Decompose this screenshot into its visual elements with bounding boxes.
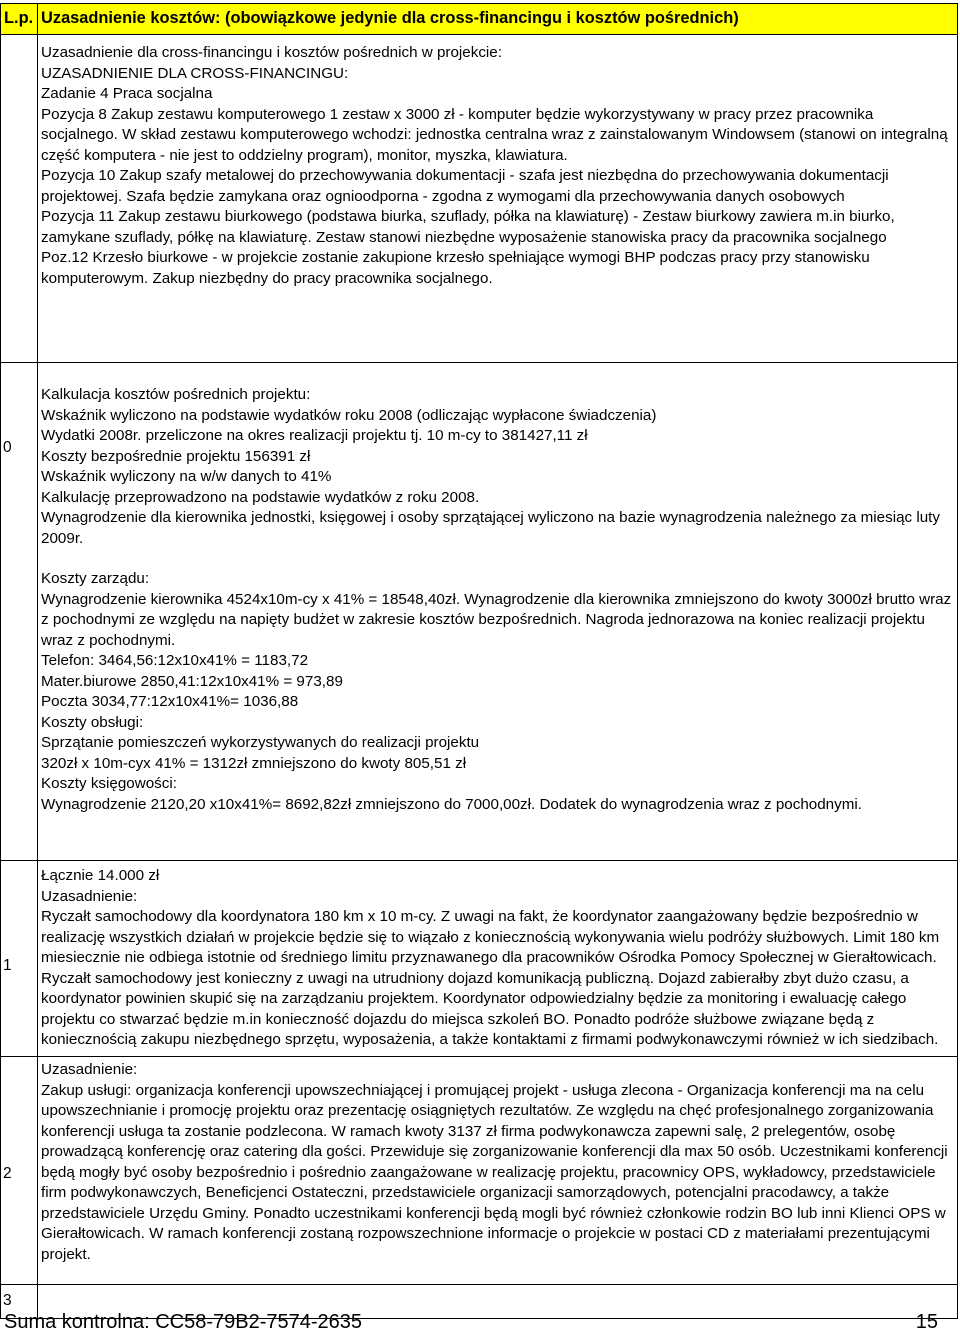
row-number xyxy=(1,35,38,363)
paragraph: Koszty obsługi: xyxy=(41,713,144,731)
paragraph: Uzasadnienie dla cross-financingu i kosztów pośrednich w projekcie: xyxy=(41,44,502,61)
paragraph: Mater.biurowe 2850,41:12x10x41% = 973,89 xyxy=(41,672,343,690)
paragraph: Wskaźnik wyliczono na podstawie wydatków roku 2008 (odliczając wypłacone świadczenia) xyxy=(41,406,657,424)
paragraph: Kalkulacja kosztów pośrednich projektu: xyxy=(41,386,311,403)
table-row xyxy=(1,35,958,363)
total-line: Łącznie 14.000 zł xyxy=(41,867,160,884)
paragraph: Pozycja 8 Zakup zestawu komputerowego 1 zestaw x 3000 zł - komputer będzie wykorzystywany w pracy przez pracownika socjalnego. W skład zestawu komputerowego wchodzi: jednostka centralna wraz z zainstalowanym Windowsem (stanowi on integralną część komputera - nie jest to oddzielny program), monitor, myszka, klawiatura. xyxy=(41,105,948,164)
lp-header: L.p. xyxy=(1,4,38,35)
paragraph: Koszty bezpośrednie projektu 156391 zł xyxy=(41,447,311,465)
paragraph: Wydatki 2008r. przeliczone na okres realizacji projektu tj. 10 m-cy to 381427,11 zł xyxy=(41,427,588,444)
paragraph: Wynagrodzenie dla kierownika jednostki, księgowej i osoby sprzątającej wyliczono na bazie wynagrodzenia należnego za miesiąc luty 2009r. xyxy=(41,509,940,547)
row-number: 2 xyxy=(1,1057,38,1285)
table-row xyxy=(1,1057,958,1285)
row-number: 1 xyxy=(1,861,38,1057)
row-number: 3 xyxy=(1,1285,38,1319)
paragraph: Poczta 3034,77:12x10x41%= 1036,88 xyxy=(41,693,299,710)
paragraph: Ryczałt samochodowy dla koordynatora 180 km x 10 m-cy. Z uwagi na fakt, że koordynator zaangażowany będzie bezpośrednio w realizację wszystkich działań w projekcie będzie się to wiązało z koniecznością wykonywania wielu podróży służbowych. Limit 180 km miesiecznie nie odbiega istotnie od średniego limitu przyznawanego dla pracowników Ośrodka Pomocy Społecznej w Gierałtowicach. Ryczałt samochodowy jest konieczny z uwagi na utrudniony dojazd komunikacją publiczną. Dojazd zabierałby zbyt dużo czasu, a koordynator powinien skupić się na zarządzaniu projektem. Koordynator odpowiedzialny będzie za monitoring i ewaluację całego projektu co stwarzać będzie m.in konieczność dojazdu do miejsca szkoleń BO. Ponadto podróże służbowe związane będą z koniecznością zakupu niezbędnego sprzętu, wyposażenia, a także kontaktami z firmami podwykonawczymi również w ich siedzibach. xyxy=(41,908,940,1048)
paragraph: 320zł x 10m-cyx 41% = 1312zł zmniejszono do kwoty 805,51 zł xyxy=(41,754,467,772)
checksum-footer: Suma kontrolna: CC58-79B2-7574-2635 xyxy=(4,1311,362,1333)
title-header: Uzasadnienie kosztów: (obowiązkowe jedynie dla cross-financingu i kosztów pośrednich) xyxy=(38,4,958,35)
paragraph: Pozycja 10 Zakup szafy metalowej do przechowywania dokumentacji - szafa jest niezbędna do przechowywania dokumentacji projektowej. Szafa będzie zamykana oraz ognioodporna - zgodna z wymogami dla przechowywania danych osobowych xyxy=(41,167,889,205)
justification-table xyxy=(0,3,958,1319)
blank-line xyxy=(41,365,953,385)
table-row xyxy=(1,861,958,1057)
paragraph: Uzasadnienie: xyxy=(41,1061,138,1078)
paragraph: Zadanie 4 Praca socjalna xyxy=(41,85,213,102)
paragraph: Poz.12 Krzesło biurkowe - w projekcie zostanie zakupione krzesło spełniające wymogi BHP podczas pracy przy stanowisku komputerowym. Zakup niezbędny do pracy pracownika socjalnego. xyxy=(41,249,870,287)
paragraph: Telefon: 3464,56:12x10x41% = 1183,72 xyxy=(41,652,309,669)
row-content xyxy=(38,861,958,1057)
page-number: 15 xyxy=(915,1311,938,1333)
paragraph: Pozycja 11 Zakup zestawu biurkowego (podstawa biurka, szuflady, półka na klawiaturę) - Zestaw biurkowy zawiera m.in biurko, zamykane szuflady, półkę na klawiaturę. Zestaw stanowi niezbędne wyposażenie stanowiska pracy da pracownika socjalnego xyxy=(41,208,895,246)
paragraph: Zakup usługi: organizacja konferencji upowszechniającej i promującej projekt - usługa zlecona - Organizacja konferencji ma na celu upowszechnianie i promocję projektu oraz prezentację osiągniętych rezultatów. Ze względu na chęć profesjonalnego zorganizowania konferencji usługa ta zostanie podzlecona. W ramach kwoty 3137 zł firma podwykonawcza zapewni salę, 2 prelegentów, osobę prowadzącą konferencję oraz catering dla gości. Przewiduje się zorganizowanie konferencji dla max 50 osób. Uczestnikami konferencji będą mogły być osoby bezpośrednio i pośrednio zaangażowane w realizację projektu, pracownicy OPS, wykładowcy, przedstawiciele firm podwykonawczych, Beneficjenci Ostateczni, przedstawiciele organizacji samorządowych, potencjalni pracodawcy, a także przedstawiciele Urzędu Gminy. Ponadto uczestnikami konferencji będą mogli być również członkowie rodzin BO lub inni Klienci OPS w Gierałtowicach. W ramach konferencji zostaną rozpowszechnione informacje o projekcie w postaci CD z materiałami prezentującymi projekt. xyxy=(41,1081,948,1263)
paragraph: Wskaźnik wyliczony na w/w danych to 41% xyxy=(41,468,332,485)
table-row xyxy=(1,363,958,861)
blank-line xyxy=(41,549,953,569)
paragraph: Kalkulację przeprowadzono na podstawie wydatków z roku 2008. xyxy=(41,488,480,506)
paragraph: Koszty zarządu: xyxy=(41,570,150,587)
paragraph: Sprzątanie pomieszczeń wykorzystywanych do realizacji projektu xyxy=(41,734,480,751)
paragraph: Uzasadnienie: xyxy=(41,887,138,905)
table-header-row xyxy=(1,4,958,35)
row-content xyxy=(38,35,958,363)
row-number: 0 xyxy=(1,363,38,861)
paragraph: Wynagrodzenie kierownika 4524x10m-cy x 41% = 18548,40zł. Wynagrodzenie dla kierownika zmniejszono do kwoty 3000zł brutto wraz z pochodnymi ze względu na napięty budżet w zakresie kosztów bezpośrednich. Nagroda jednorazowa na koniec realizacji projektu wraz z pochodnymi. xyxy=(41,590,952,649)
paragraph: UZASADNIENIE DLA CROSS-FINANCINGU: xyxy=(41,64,349,82)
row-content xyxy=(38,1057,958,1285)
row-content xyxy=(38,363,958,861)
paragraph: Koszty księgowości: xyxy=(41,775,177,792)
paragraph: Wynagrodzenie 2120,20 x10x41%= 8692,82zł zmniejszono do 7000,00zł. Dodatek do wynagrodzenia wraz z pochodnymi. xyxy=(41,795,862,813)
